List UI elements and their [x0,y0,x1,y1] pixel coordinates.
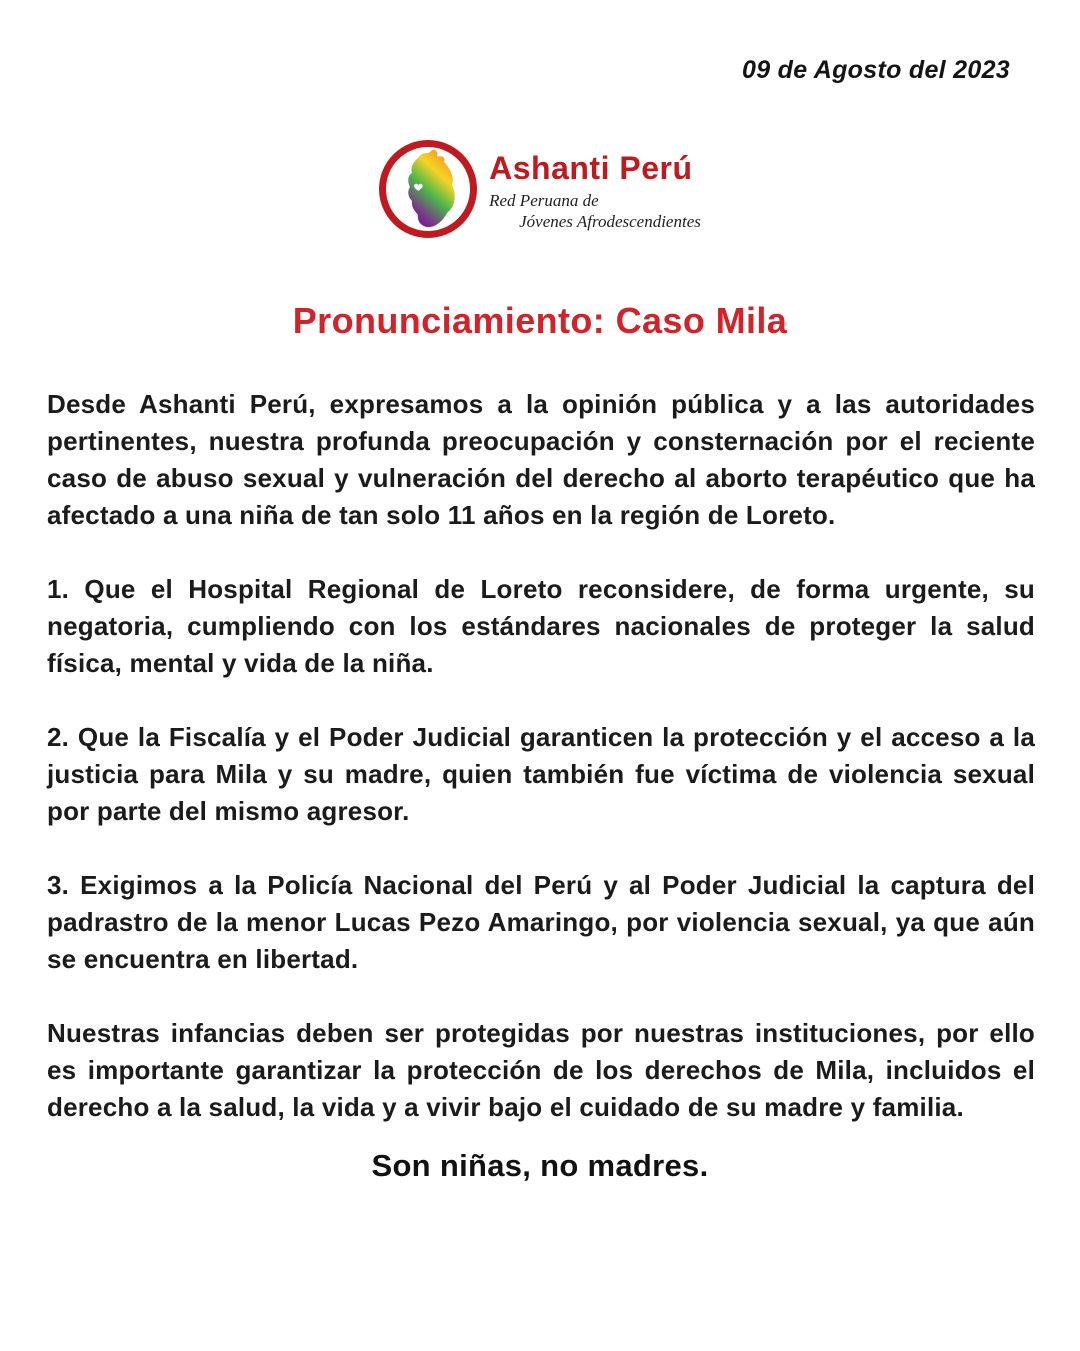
paragraph-demand-1: 1. Que el Hospital Regional de Loreto reconsidere, de forma urgente, su negatoria, cumpliendo con los estándares nacionales de proteger la salud física, mental y vida de la niña. [47,574,1035,678]
statement-title: Pronunciamiento: Caso Mila [292,300,788,341]
closing-slogan: Son niñas, no madres. [371,1148,709,1183]
brand-subtitle [489,190,701,233]
brand-subtitle-line2: Jóvenes Afrodescendientes [519,211,701,231]
logo [0,140,1080,238]
logo-ring [379,140,477,238]
peru-map-icon [397,149,459,229]
paragraph-demand-3: 3. Exigimos a la Policía Nacional del Perú y al Poder Judicial la captura del padrastro de la menor Lucas Pezo Amaringo, por violencia sexual, ya que aún se encuentra en libertad. [47,870,1035,974]
logo-text-block [489,140,701,232]
brand-subtitle-line1: Red Peruana de [489,190,599,210]
paragraph-demand-2: 2. Que la Fiscalía y el Poder Judicial garanticen la protección y el acceso a la justicia para Mila y su madre, quien también fue víctima de violencia sexual por parte del mismo agresor. [47,722,1035,826]
statement-body [47,386,1035,1163]
brand-name: Ashanti Perú [489,150,693,186]
paragraph-intro: Desde Ashanti Perú, expresamos a la opinión pública y a las autoridades pertinentes, nuestra profunda preocupación y consternación por el reciente caso de abuso sexual y vulneración del derecho al aborto terapéutico que ha afectado a una niña de tan solo 11 años en la región de Loreto. [47,389,1035,530]
paragraph-conclusion: Nuestras infancias deben ser protegidas por nuestras instituciones, por ello es importante garantizar la protección de los derechos de Mila, incluidos el derecho a la salud, la vida y a vivir bajo el cuidado de su madre y familia. [47,1018,1035,1122]
date-text: 09 de Agosto del 2023 [742,56,1010,84]
